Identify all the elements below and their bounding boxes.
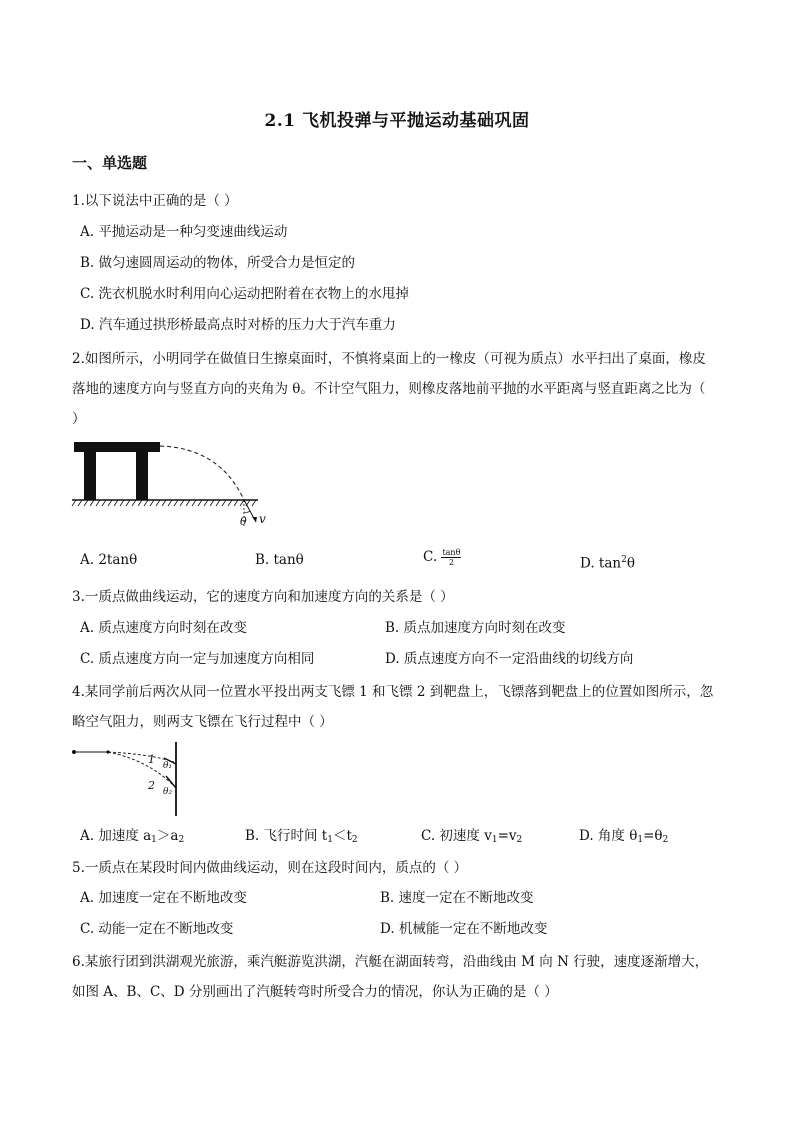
- q1-option-c: C. 洗衣机脱水时利用向心运动把附着在衣物上的水甩掉: [80, 286, 409, 302]
- q2-table-figure: [70, 438, 280, 533]
- q3-stem: 3.一质点做曲线运动，它的速度方向和加速度方向的关系是（ ）: [72, 589, 454, 605]
- q4-option-d-mid: =θ: [643, 828, 663, 844]
- q3-option-a: A. 质点速度方向时刻在改变: [80, 620, 247, 636]
- q4-figure-label-2: 2: [148, 779, 155, 792]
- q4-dart-figure: [70, 740, 190, 820]
- q6-stem-line1: 6.某旅行团到洪湖观光旅游，乘汽艇游览洪湖，汽艇在湖面转弯，沿曲线由 M 向 N 行驶，速度逐渐增大，: [72, 954, 709, 970]
- q4-option-c-sub1: 1: [491, 835, 498, 845]
- q2-option-d-sup: 2: [621, 555, 627, 565]
- q4-figure-theta-2: θ₂: [163, 787, 173, 797]
- q5-option-a: A. 加速度一定在不断地改变: [80, 890, 247, 906]
- q4-option-d-sub1: 1: [637, 835, 644, 845]
- q5-stem: 5.一质点在某段时间内做曲线运动，则在这段时间内，质点的（ ）: [72, 860, 468, 876]
- q4-option-c: [421, 826, 522, 850]
- page-title: 2.1 飞机投弹与平抛运动基础巩固: [264, 111, 530, 131]
- q4-option-c-sub2: 2: [516, 835, 523, 845]
- section-heading: 一、单选题: [72, 154, 148, 172]
- q6-stem: [72, 947, 728, 1007]
- q5-option-c: C. 动能一定在不断地改变: [80, 921, 234, 937]
- q2-option-c-numerator: tanθ: [442, 548, 461, 557]
- q4-option-a: [80, 826, 184, 850]
- q4-option-d-prefix: D. 角度 θ: [579, 828, 638, 844]
- q1-option-b: B. 做匀速圆周运动的物体，所受合力是恒定的: [80, 255, 356, 271]
- q3-option-c: C. 质点速度方向一定与加速度方向相同: [80, 651, 315, 667]
- q2-option-d: [580, 550, 635, 574]
- q2-stem-line1: 2.如图所示，小明同学在做值日生擦桌面时，不慎将桌面上的一橡皮（可视为质点）水平扫出了桌面，橡皮: [72, 351, 706, 367]
- q4-option-c-prefix: C. 初速度 v: [421, 828, 492, 844]
- q4-option-b-sub2: 2: [351, 835, 358, 845]
- q1-option-a: A. 平抛运动是一种匀变速曲线运动: [80, 224, 288, 240]
- q2-stem: [72, 344, 728, 434]
- q5-option-d: D. 机械能一定在不断地改变: [380, 921, 548, 937]
- q4-option-b-prefix: B. 飞行时间 t: [245, 828, 328, 844]
- q4-stem-line1: 4.某同学前后两次从同一位置水平投出两支飞镖 1 和飞镖 2 到靶盘上，飞镖落到靶盘上的位置如图所示，忽: [72, 684, 714, 700]
- q2-option-b: B. tanθ: [255, 552, 304, 568]
- q4-option-a-sub1: 1: [151, 835, 157, 845]
- q2-stem-line3: ）: [72, 411, 86, 427]
- q4-option-b: [245, 826, 358, 850]
- q1-stem: 1.以下说法中正确的是（ ）: [72, 193, 238, 209]
- q4-option-b-mid: ＜t: [332, 828, 352, 844]
- q2-option-d-suffix: θ: [626, 555, 635, 572]
- q4-figure-label-1: 1: [148, 753, 155, 766]
- q4-stem: [72, 677, 728, 737]
- q6-stem-line2: 如图 A、B、C、D 分别画出了汽艇转弯时所受合力的情况，你认为正确的是（ ）: [72, 984, 558, 1000]
- q4-option-d: [579, 826, 668, 850]
- q4-option-a-prefix: A. 加速度 a: [80, 828, 152, 844]
- q4-option-b-sub1: 1: [327, 835, 333, 845]
- q2-option-c-prefix: C.: [423, 549, 438, 565]
- q4-option-a-mid: ＞a: [156, 828, 179, 844]
- q5-option-b: B. 速度一定在不断地改变: [380, 890, 534, 906]
- q4-figure-theta-1: θ₁: [163, 761, 173, 771]
- q2-figure-angle-label: θ: [240, 515, 247, 528]
- q2-figure-velocity-label: v: [259, 512, 266, 526]
- q2-option-c-denominator: 2: [448, 558, 454, 567]
- q2-option-c-fraction: [441, 548, 461, 567]
- q3-option-b: B. 质点加速度方向时刻在改变: [385, 620, 566, 636]
- q4-stem-line2: 略空气阻力，则两支飞镖在飞行过程中（ ）: [72, 714, 333, 730]
- q2-stem-line2: 落地的速度方向与竖直方向的夹角为 θ。不计空气阻力，则橡皮落地前平抛的水平距离与竖直距离之比为（: [72, 381, 706, 397]
- q3-option-d: D. 质点速度方向不一定沿曲线的切线方向: [385, 651, 634, 667]
- q4-option-d-sub2: 2: [662, 835, 669, 845]
- q1-option-d: D. 汽车通过拱形桥最高点时对桥的压力大于汽车重力: [80, 317, 396, 333]
- q2-option-c: [423, 547, 461, 567]
- q4-option-c-mid: =v: [497, 828, 517, 844]
- q2-option-d-prefix: D. tan: [580, 555, 622, 572]
- q2-option-a: A. 2tanθ: [80, 552, 138, 568]
- q4-option-a-sub2: 2: [178, 835, 185, 845]
